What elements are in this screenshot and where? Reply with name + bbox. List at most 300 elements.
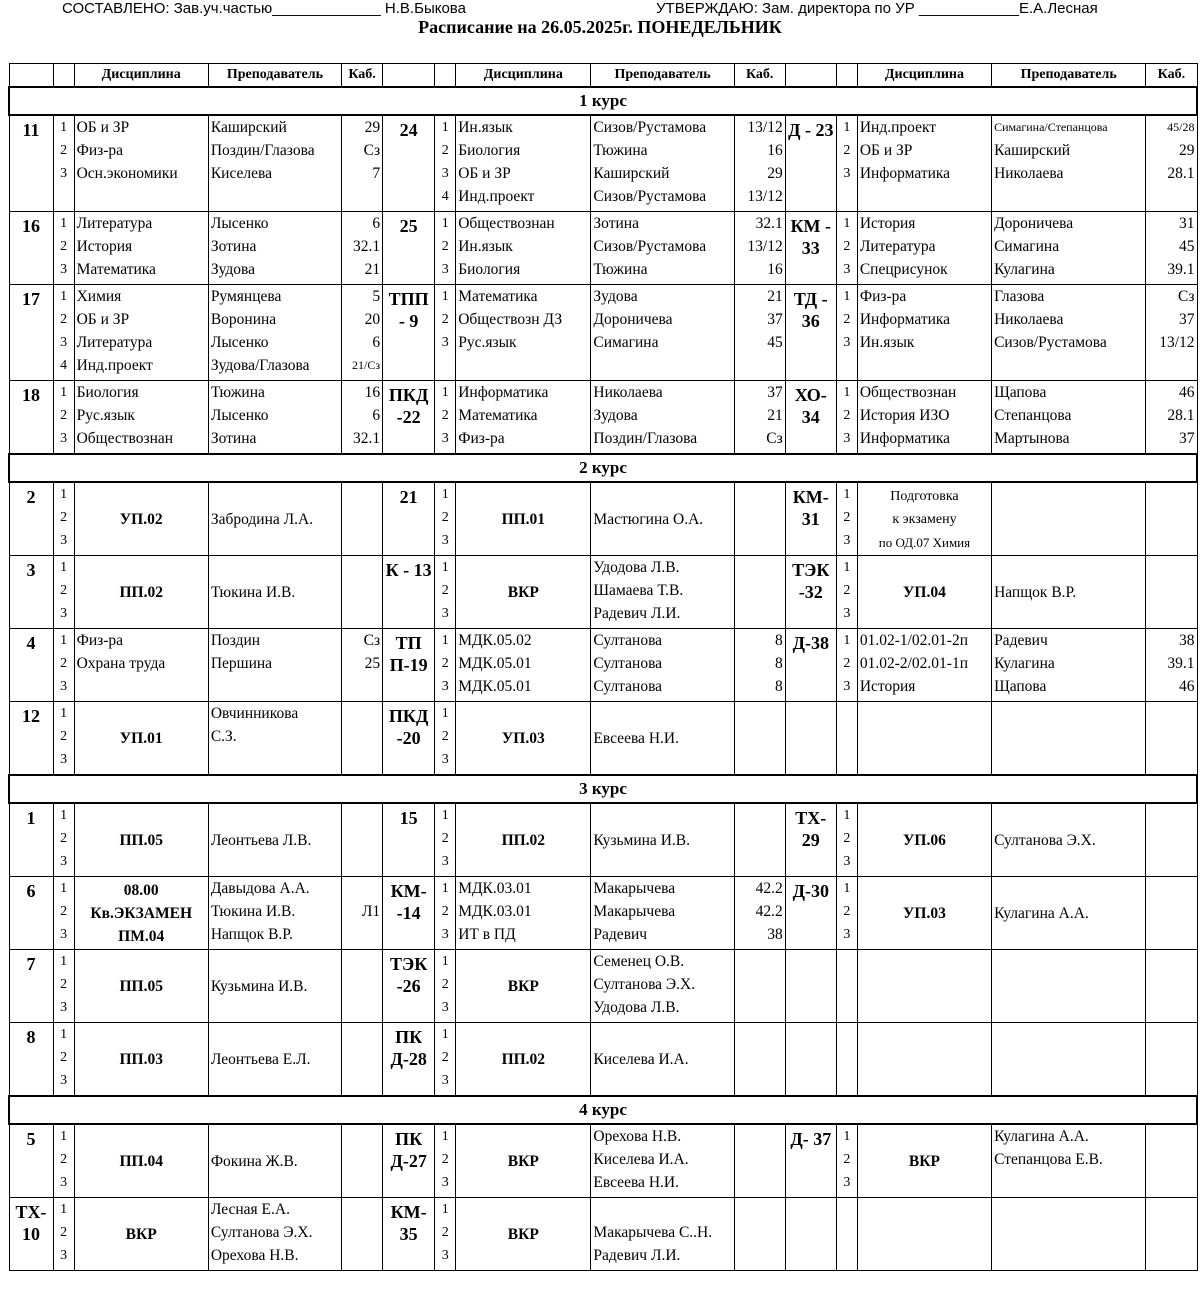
discipline-line: Ин.язык — [859, 334, 915, 351]
room-number: 39.1 — [1167, 261, 1195, 278]
room-cell — [342, 950, 383, 1023]
note-line: Подготовка — [890, 488, 959, 504]
empty-cell — [785, 950, 836, 1023]
room-number: 37 — [767, 311, 783, 328]
teacher-name: Фокина Ж.В. — [210, 1152, 298, 1170]
discipline-line: Рус.язык — [458, 334, 517, 351]
discipline-line: Кв.ЭКЗАМЕН — [90, 904, 193, 922]
section-title: 2 курс — [9, 454, 1197, 482]
teacher-cell — [992, 381, 1146, 455]
room-cell — [342, 285, 383, 381]
teacher-name: Шамаева Т.В. — [593, 582, 684, 599]
room-cell — [734, 285, 785, 381]
group-name: 16 — [9, 212, 53, 285]
lesson-numbers — [836, 629, 857, 702]
lesson-numbers — [53, 950, 74, 1023]
lesson-number: 1 — [60, 289, 68, 304]
lesson-number: 3 — [843, 335, 851, 350]
lesson-number: 3 — [441, 166, 449, 181]
discipline-line: МДК.03.01 — [458, 903, 532, 920]
table-row — [9, 381, 1197, 455]
lesson-number: 3 — [441, 1073, 449, 1088]
empty-cell — [992, 1023, 1146, 1097]
lesson-numbers — [836, 1124, 857, 1198]
lesson-number: 2 — [60, 729, 68, 744]
discipline-line: Информатика — [859, 165, 951, 182]
lesson-number: 3 — [843, 533, 851, 548]
teacher-cell — [992, 482, 1146, 556]
room-cell — [734, 381, 785, 455]
teacher-name: Евсеева Н.И. — [593, 1174, 679, 1191]
teacher-cell — [992, 212, 1146, 285]
room-number: 32.1 — [755, 215, 783, 232]
teacher-name: Султанова Э.Х. — [210, 1224, 313, 1241]
lesson-number: 3 — [441, 335, 449, 350]
teacher-cell — [208, 877, 341, 950]
teacher-cell — [591, 1023, 734, 1097]
discipline — [74, 381, 208, 455]
lesson-number: 2 — [441, 239, 449, 254]
discipline — [857, 803, 991, 877]
lesson-number: 1 — [60, 633, 68, 648]
lesson-number: 2 — [60, 408, 68, 423]
teacher-name: Зудова — [593, 407, 638, 424]
room-number: 45/28 — [1167, 120, 1195, 134]
room-number: 29 — [767, 165, 783, 182]
room-cell — [734, 629, 785, 702]
empty-cell — [1146, 702, 1197, 776]
room-number: 8 — [774, 632, 783, 649]
group-name: К - 13 — [383, 556, 435, 629]
section-row — [9, 775, 1197, 803]
lesson-number: 3 — [441, 752, 449, 767]
room-number: 29 — [1179, 142, 1195, 159]
discipline — [456, 115, 591, 212]
col-num — [435, 64, 456, 88]
discipline-label: УП.06 — [903, 831, 946, 849]
teacher-cell — [992, 285, 1146, 381]
section-row — [9, 1096, 1197, 1124]
lesson-number: 1 — [843, 560, 851, 575]
lesson-number: 3 — [441, 533, 449, 548]
discipline — [456, 212, 591, 285]
discipline-line — [77, 675, 206, 698]
lesson-number: 1 — [843, 1129, 851, 1144]
teacher-cell — [208, 285, 341, 381]
room-cell — [734, 877, 785, 950]
table-row — [9, 482, 1197, 556]
teacher-cell — [992, 115, 1146, 212]
teacher-name: Орехова Н.В. — [210, 1247, 299, 1264]
discipline-label: УП.02 — [119, 510, 163, 528]
teacher-cell — [208, 702, 341, 776]
teacher-name: Кузьмина И.В. — [210, 977, 308, 995]
teacher-name: Каширский — [994, 142, 1071, 159]
room-number: 29 — [364, 119, 381, 136]
lesson-number: 1 — [60, 120, 68, 135]
room-cell — [342, 1198, 383, 1271]
teacher-cell — [208, 1198, 341, 1271]
room-number: 37 — [1179, 311, 1195, 328]
room-number: 38 — [767, 926, 783, 943]
teacher-cell — [208, 1023, 341, 1097]
note-line: к экзамену — [892, 511, 957, 527]
teacher-name: Султанова Э.Х. — [994, 831, 1096, 849]
teacher-name: Зудова — [210, 261, 255, 278]
teacher-cell — [208, 556, 341, 629]
room-number: 8 — [774, 655, 783, 672]
empty-cell — [836, 1198, 857, 1271]
lesson-number: 1 — [60, 706, 68, 721]
col-num — [53, 64, 74, 88]
lesson-number: 3 — [843, 166, 851, 181]
discipline-line: Литература — [76, 215, 153, 232]
teacher-name: С.З. — [210, 728, 237, 745]
lesson-numbers — [53, 482, 74, 556]
discipline-line: Осн.экономики — [76, 165, 178, 182]
lesson-number: 1 — [60, 881, 68, 896]
teacher-name: Макарычева — [593, 880, 676, 897]
discipline — [857, 285, 991, 381]
teacher-name: Макарычева — [593, 903, 676, 920]
discipline-line: Физ-ра — [859, 288, 907, 305]
room-number: 38 — [1179, 632, 1195, 649]
discipline-line: Математика — [458, 288, 538, 305]
section-title: 1 курс — [9, 87, 1197, 115]
lesson-number: 2 — [60, 831, 68, 846]
room-cell — [342, 115, 383, 212]
room-number: Л1 — [361, 903, 381, 920]
room-cell — [734, 702, 785, 776]
empty-cell — [836, 702, 857, 776]
lesson-numbers — [435, 285, 456, 381]
group-name: 12 — [9, 702, 53, 776]
lesson-number: 3 — [441, 262, 449, 277]
compiled-by: СОСТАВЛЕНО: Зав.уч.частью_____________ Н.В.Быкова — [62, 0, 466, 17]
group-name: 4 — [9, 629, 53, 702]
teacher-name: Зотина — [593, 215, 639, 232]
discipline-line: Спецрисунок — [859, 261, 948, 278]
teacher-name: Киселева И.А. — [593, 1151, 689, 1168]
lesson-numbers — [435, 381, 456, 455]
lesson-numbers — [53, 115, 74, 212]
discipline — [456, 803, 591, 877]
lesson-number: 1 — [60, 1129, 68, 1144]
teacher-name: Николаева — [994, 165, 1064, 182]
teacher-name: Султанова — [593, 655, 663, 672]
room-cell — [734, 1023, 785, 1097]
lesson-number: 1 — [843, 385, 851, 400]
room-number: 46 — [1179, 678, 1195, 695]
lesson-number: 2 — [843, 408, 851, 423]
group-name: Д- 37 — [785, 1124, 836, 1198]
room-number: Сз — [363, 142, 381, 159]
lesson-number: 3 — [60, 166, 68, 181]
discipline — [74, 629, 208, 702]
lesson-number: 2 — [843, 143, 851, 158]
teacher-cell — [591, 803, 734, 877]
approved-by: УТВЕРЖДАЮ: Зам. директора по УР ____________Е.А.Лесная — [656, 0, 1098, 17]
column-headers — [9, 64, 1197, 88]
room-number: 13/12 — [1159, 334, 1195, 351]
lesson-number: 3 — [843, 606, 851, 621]
teacher-name: Воронина — [210, 311, 277, 328]
lesson-number: 3 — [60, 752, 68, 767]
col-teacher: Преподаватель — [591, 64, 734, 88]
discipline-line: Математика — [458, 407, 538, 424]
teacher-name: Радевич — [994, 632, 1048, 649]
teacher-cell — [208, 950, 341, 1023]
lesson-numbers — [53, 702, 74, 776]
empty-cell — [1146, 950, 1197, 1023]
discipline — [456, 1124, 591, 1198]
lesson-number: 2 — [843, 831, 851, 846]
group-name: ТД - 36 — [785, 285, 836, 381]
room-cell — [734, 212, 785, 285]
lesson-number: 1 — [441, 633, 449, 648]
room-number: 6 — [372, 334, 381, 351]
table-row — [9, 702, 1197, 776]
group-name: 7 — [9, 950, 53, 1023]
lesson-number: 1 — [60, 1202, 68, 1217]
teacher-cell — [591, 381, 734, 455]
teacher-name: Румянцева — [210, 288, 282, 305]
table-row — [9, 877, 1197, 950]
lesson-number: 1 — [441, 289, 449, 304]
teacher-name: Султанова — [593, 678, 663, 695]
teacher-name: Лысенко — [210, 215, 269, 232]
room-cell — [342, 877, 383, 950]
lesson-number: 1 — [441, 120, 449, 135]
table-row — [9, 950, 1197, 1023]
lesson-number: 1 — [843, 808, 851, 823]
empty-cell — [857, 1023, 991, 1097]
discipline-line: Ин.язык — [458, 238, 513, 255]
lesson-number: 2 — [843, 312, 851, 327]
teacher-name: Султанова — [593, 632, 663, 649]
room-cell — [342, 556, 383, 629]
lesson-number: 2 — [60, 239, 68, 254]
lesson-number: 3 — [843, 431, 851, 446]
teacher-name: Лысенко — [210, 407, 269, 424]
lesson-number: 2 — [60, 510, 68, 525]
group-name: 1 — [9, 803, 53, 877]
col-num — [836, 64, 857, 88]
room-number: 21/Сз — [352, 358, 381, 372]
discipline-label: ВКР — [507, 1225, 539, 1243]
lesson-number: 3 — [441, 1175, 449, 1190]
lesson-number: 2 — [843, 656, 851, 671]
lesson-number: 3 — [843, 1175, 851, 1190]
lesson-number: 2 — [60, 143, 68, 158]
teacher-name: Кулагина А.А. — [994, 1128, 1089, 1145]
room-cell — [1146, 1124, 1197, 1198]
section-row — [9, 87, 1197, 115]
table-row — [9, 115, 1197, 212]
discipline-line: Информатика — [859, 311, 951, 328]
lesson-numbers — [836, 115, 857, 212]
lesson-number: 1 — [60, 487, 68, 502]
teacher-name: Овчинникова — [210, 705, 299, 722]
teacher-cell — [591, 556, 734, 629]
room-cell — [1146, 877, 1197, 950]
teacher-cell — [591, 482, 734, 556]
teacher-name: Давыдова А.А. — [210, 880, 310, 897]
room-cell — [734, 950, 785, 1023]
group-name: ТЭК -26 — [383, 950, 435, 1023]
empty-cell — [992, 950, 1146, 1023]
table-row — [9, 285, 1197, 381]
teacher-name: Радевич Л.И. — [593, 605, 681, 622]
lesson-number: 2 — [441, 583, 449, 598]
room-number: 25 — [364, 655, 381, 672]
lesson-number: 3 — [60, 533, 68, 548]
lesson-number: 1 — [60, 385, 68, 400]
discipline-label: ВКР — [507, 583, 539, 601]
discipline-line: МДК.03.01 — [458, 880, 532, 897]
lesson-numbers — [435, 629, 456, 702]
room-number: 5 — [372, 288, 381, 305]
room-number — [344, 877, 380, 900]
teacher-cell — [208, 803, 341, 877]
lesson-number: 3 — [60, 679, 68, 694]
room-cell — [734, 1198, 785, 1271]
teacher-name: Удодова Л.В. — [593, 999, 680, 1016]
empty-cell — [785, 702, 836, 776]
lesson-number: 1 — [60, 808, 68, 823]
lesson-number: 2 — [843, 1152, 851, 1167]
teacher-name: Щапова — [994, 678, 1047, 695]
discipline — [74, 1198, 208, 1271]
discipline-line: История — [859, 215, 916, 232]
teacher-name: Сизов/Рустамова — [593, 188, 707, 205]
room-cell — [342, 803, 383, 877]
lesson-number: 4 — [441, 189, 449, 204]
room-number: 16 — [364, 384, 381, 401]
discipline — [456, 1023, 591, 1097]
lesson-numbers — [836, 381, 857, 455]
room-number: 16 — [767, 261, 783, 278]
lesson-number: 1 — [441, 954, 449, 969]
lesson-numbers — [435, 212, 456, 285]
teacher-name: Дороничева — [593, 311, 673, 328]
teacher-name: Радевич Л.И. — [593, 1247, 681, 1264]
discipline-line: Информатика — [859, 430, 951, 447]
lesson-number: 2 — [843, 904, 851, 919]
lesson-numbers — [53, 285, 74, 381]
lesson-number: 2 — [60, 904, 68, 919]
discipline-line: Биология — [458, 261, 521, 278]
teacher-name: Забродина Л.А. — [210, 510, 314, 528]
teacher-cell — [591, 1198, 734, 1271]
lesson-number: 2 — [60, 583, 68, 598]
group-name: 8 — [9, 1023, 53, 1097]
lesson-numbers — [435, 556, 456, 629]
discipline-line: Информатика — [458, 384, 549, 401]
col-kab: Каб. — [1146, 64, 1197, 88]
discipline — [456, 629, 591, 702]
lesson-number: 1 — [843, 487, 851, 502]
lesson-numbers — [435, 950, 456, 1023]
discipline-label: ВКР — [125, 1225, 157, 1243]
teacher-name: Орехова Н.В. — [593, 1128, 682, 1145]
lesson-number: 4 — [60, 358, 68, 373]
discipline — [74, 702, 208, 776]
discipline-label: ПП.03 — [119, 1050, 163, 1068]
discipline-line: Инд.проект — [76, 357, 153, 374]
schedule-body — [9, 87, 1197, 1271]
discipline-label: ВКР — [507, 1152, 539, 1170]
teacher-cell — [992, 803, 1146, 877]
room-cell — [734, 556, 785, 629]
lesson-numbers — [435, 482, 456, 556]
discipline-line: Ин.язык — [458, 119, 513, 136]
teacher-name: Каширский — [593, 165, 670, 182]
room-cell — [734, 803, 785, 877]
group-name: ХО- 34 — [785, 381, 836, 455]
empty-cell — [857, 950, 991, 1023]
discipline — [74, 115, 208, 212]
lesson-number: 1 — [60, 954, 68, 969]
group-name: 6 — [9, 877, 53, 950]
page-title: Расписание на 26.05.2025г. ПОНЕДЕЛЬНИК — [418, 17, 782, 37]
teacher-cell — [208, 115, 341, 212]
discipline-line: 08.00 — [123, 881, 159, 899]
col-group — [785, 64, 836, 88]
room-number: 8 — [774, 678, 783, 695]
room-cell — [342, 381, 383, 455]
lesson-numbers — [836, 482, 857, 556]
lesson-number: 2 — [441, 510, 449, 525]
discipline — [857, 556, 991, 629]
teacher-name: Напщок В.Р. — [210, 926, 293, 943]
discipline — [857, 212, 991, 285]
discipline-line: Обществознан — [458, 215, 555, 232]
lesson-number: 2 — [441, 656, 449, 671]
discipline-label: ВКР — [507, 977, 539, 995]
teacher-name: Поздин/Глазова — [593, 430, 698, 447]
discipline-line: МДК.05.01 — [458, 655, 532, 672]
lesson-number: 1 — [60, 1027, 68, 1042]
lesson-number: 3 — [843, 679, 851, 694]
group-name: Д-38 — [785, 629, 836, 702]
table-row — [9, 629, 1197, 702]
table-row — [9, 1023, 1197, 1097]
lesson-number: 3 — [60, 854, 68, 869]
discipline-line: 01.02-1/02.01-2п — [859, 632, 969, 649]
lesson-number: 2 — [441, 977, 449, 992]
discipline — [857, 115, 991, 212]
room-number: 21 — [767, 407, 783, 424]
room-number: 32.1 — [352, 430, 381, 447]
table-row — [9, 1198, 1197, 1271]
lesson-number: 2 — [441, 143, 449, 158]
col-teacher: Преподаватель — [992, 64, 1146, 88]
lesson-number: 2 — [441, 831, 449, 846]
room-number: 13/12 — [747, 119, 783, 136]
lesson-numbers — [435, 702, 456, 776]
lesson-number: 3 — [60, 1000, 68, 1015]
empty-cell — [992, 1198, 1146, 1271]
teacher-name: Степанцова — [994, 407, 1072, 424]
discipline-line: Математика — [76, 261, 156, 278]
room-number: 6 — [372, 215, 381, 232]
lesson-number: 2 — [60, 1225, 68, 1240]
discipline — [74, 877, 208, 950]
teacher-name: Зотина — [210, 238, 257, 255]
teacher-name: Щапова — [994, 384, 1047, 401]
group-name: 15 — [383, 803, 435, 877]
